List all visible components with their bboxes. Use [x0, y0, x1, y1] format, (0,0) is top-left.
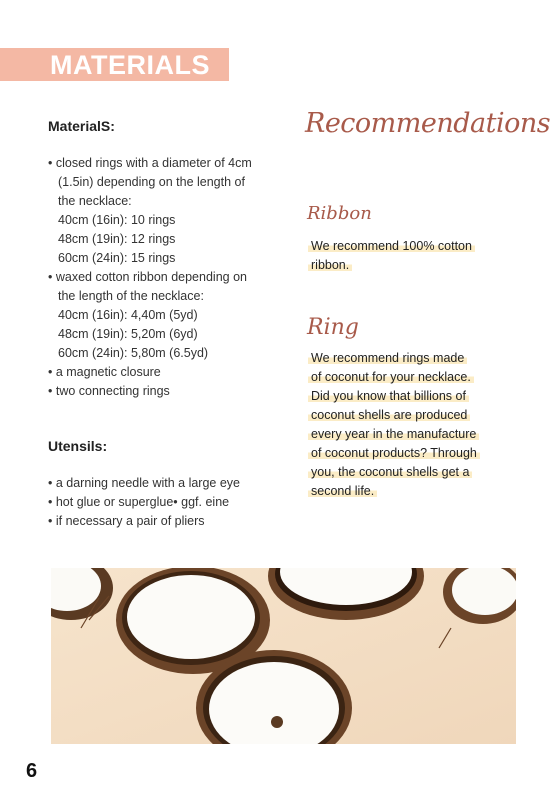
list-item: • a darning needle with a large eye [48, 476, 241, 490]
highlighted-line: you, the coconut shells get a [308, 465, 472, 479]
ring-heading: Ring [307, 315, 359, 340]
list-item: • closed rings with a diameter of 4cm [48, 156, 252, 170]
list-item: 40cm (16in): 4,40m (5yd) [58, 308, 198, 322]
list-item: (1.5in) depending on the length of [58, 175, 245, 189]
coconut-photo [51, 568, 516, 744]
list-item: the length of the necklace: [58, 289, 204, 303]
list-item: • if necessary a pair of pliers [48, 514, 205, 528]
list-item: • a magnetic closure [48, 365, 161, 379]
highlighted-line: We recommend 100% cotton [308, 239, 475, 253]
highlighted-line: We recommend rings made [308, 351, 467, 365]
ring-recommendation [308, 349, 508, 501]
page-title: MATERIALS [50, 50, 210, 80]
highlighted-line: every year in the manufacture [308, 427, 479, 441]
utensils-heading: Utensils: [48, 438, 108, 454]
materials-column [48, 118, 288, 531]
materials-list [48, 154, 288, 401]
list-item: 60cm (24in): 15 rings [58, 251, 176, 265]
list-item: 48cm (19in): 12 rings [58, 232, 176, 246]
highlighted-line: of coconut products? Through [308, 446, 480, 460]
highlighted-line: of coconut for your necklace. [308, 370, 474, 384]
ribbon-heading: Ribbon [307, 203, 372, 224]
highlighted-line: second life. [308, 484, 377, 498]
highlighted-line: Did you know that billions of [308, 389, 469, 403]
page-number: 6 [26, 760, 38, 782]
list-item: 48cm (19in): 5,20m (6yd) [58, 327, 198, 341]
list-item: 60cm (24in): 5,80m (6.5yd) [58, 346, 209, 360]
list-item: 40cm (16in): 10 rings [58, 213, 176, 227]
highlighted-line: ribbon. [308, 258, 352, 272]
highlighted-line: coconut shells are produced [308, 408, 470, 422]
utensils-list [48, 474, 288, 531]
list-item: • two connecting rings [48, 384, 170, 398]
materials-heading: MaterialS: [48, 118, 115, 134]
recommendations-title: Recommendations [305, 108, 551, 139]
list-item: • waxed cotton ribbon depending on [48, 270, 247, 284]
coconut-halves-illustration [51, 568, 516, 744]
list-item: • hot glue or superglue• ggf. eine [48, 495, 230, 509]
list-item: the necklace: [58, 194, 132, 208]
ribbon-recommendation [308, 237, 508, 275]
